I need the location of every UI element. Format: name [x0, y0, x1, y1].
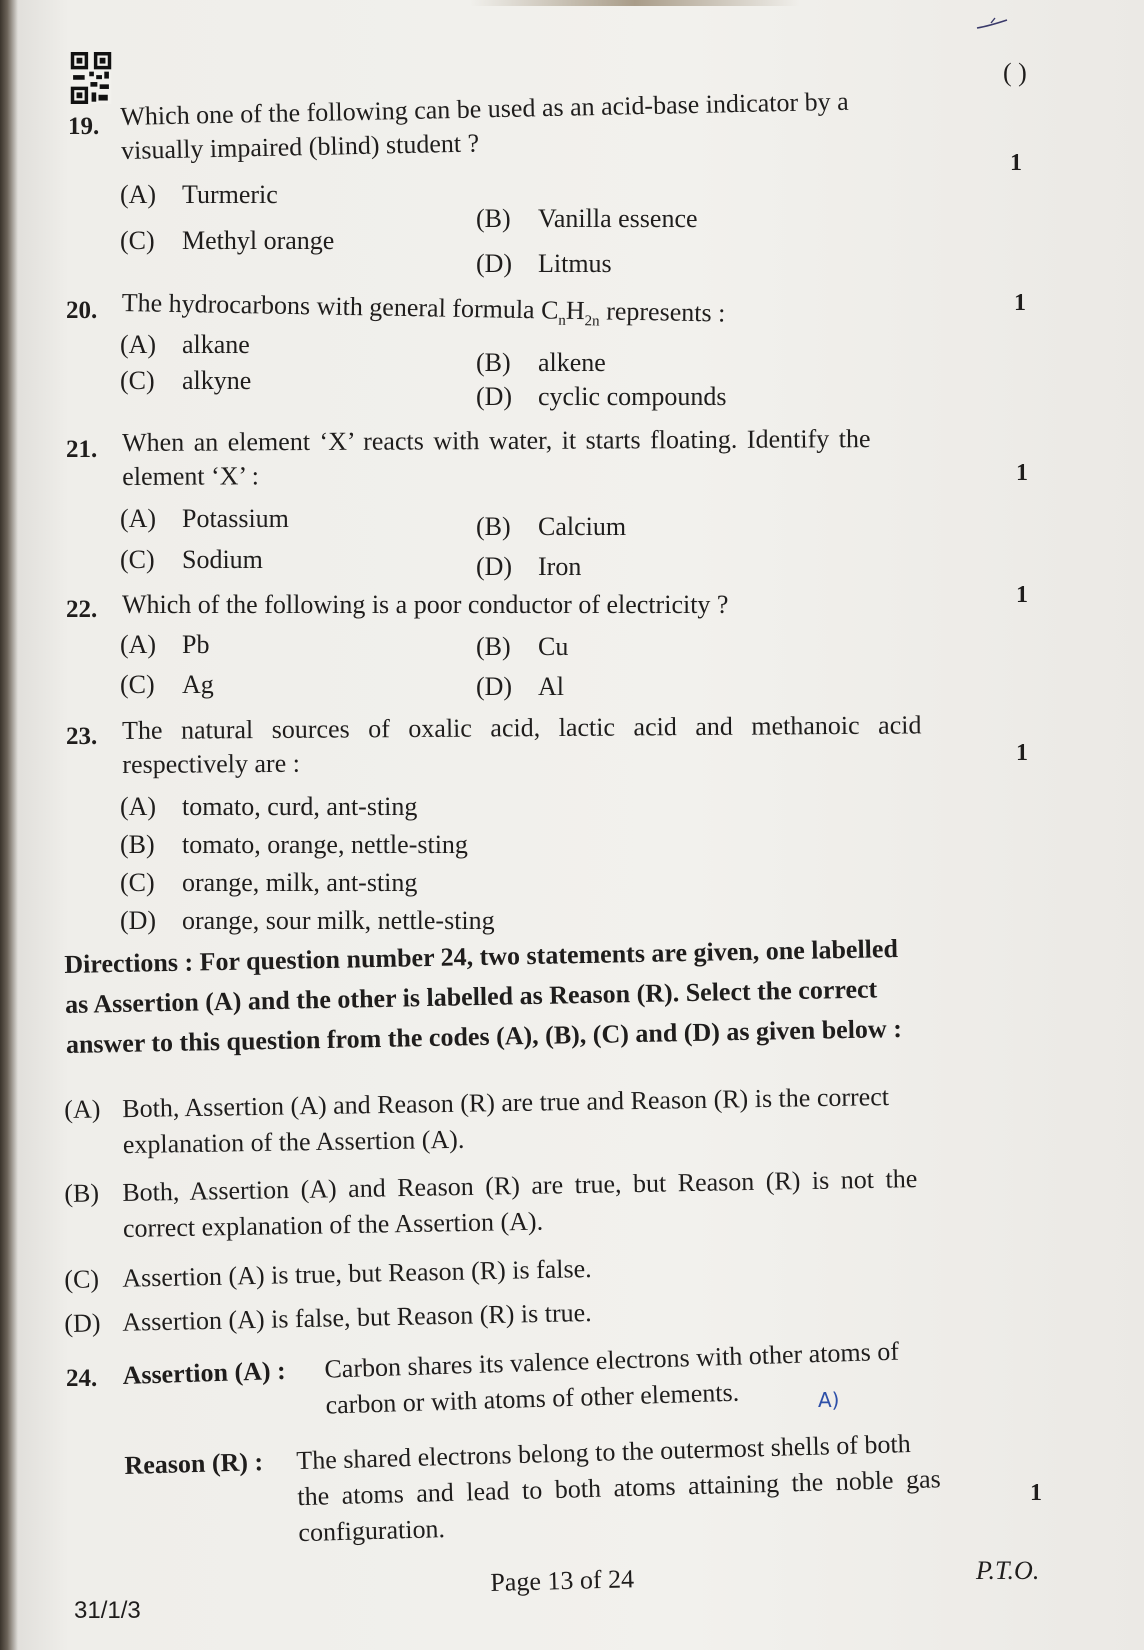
- option-b: [476, 204, 698, 234]
- question-text: The hydrocarbons with general formula C: [121, 287, 559, 325]
- reason-text: configuration.: [298, 1514, 446, 1548]
- option-label: (B): [120, 830, 155, 859]
- option-text: tomato, orange, nettle-sting: [182, 830, 468, 859]
- option-b: [120, 830, 468, 860]
- option-text: orange, sour milk, nettle-sting: [182, 906, 495, 935]
- directions-text: answer to this question from the codes (A), (B), (C) and (D) as given below :: [65, 1013, 903, 1059]
- paper-code: 31/1/3: [74, 1597, 141, 1624]
- option-text: Sodium: [182, 545, 263, 574]
- option-text: cyclic compounds: [538, 382, 727, 411]
- option-d: [476, 249, 612, 279]
- directions-text: Directions : For question number 24, two statements are given, one labelled: [64, 933, 899, 979]
- option-c: [120, 366, 251, 396]
- question-number: 21.: [66, 436, 98, 463]
- option-a: [120, 792, 417, 822]
- option-text: Vanilla essence: [538, 204, 698, 233]
- reason-label: Reason (R) :: [124, 1447, 264, 1480]
- option-label: (B): [476, 348, 511, 377]
- code-a: [64, 1078, 985, 1166]
- marks-value: 1: [1030, 1480, 1042, 1506]
- question-text: Which of the following is a poor conductor of electricity ?: [122, 590, 729, 619]
- code-label: (D): [64, 1308, 101, 1338]
- option-label: (B): [476, 632, 511, 661]
- option-label: (C): [120, 226, 155, 255]
- directions-block: [64, 927, 986, 1065]
- question-text: visually impaired (blind) student ?: [120, 128, 480, 165]
- option-b: [476, 348, 606, 378]
- question-text: represents :: [599, 296, 726, 328]
- question-number: 19.: [68, 113, 100, 140]
- question-text: H: [565, 295, 585, 326]
- option-text: Cu: [538, 632, 569, 661]
- option-text: Litmus: [538, 249, 612, 278]
- code-text: Assertion (A) is false, but Reason (R) is true.: [122, 1297, 592, 1337]
- option-d: [120, 906, 495, 936]
- marks-value: 1: [1014, 290, 1026, 316]
- assertion-text: carbon or with atoms of other elements.: [325, 1377, 740, 1420]
- qr-code-icon: [70, 52, 112, 104]
- marks-bracket: ( ): [1003, 58, 1027, 87]
- question-text: Which one of the following can be used as an acid-base indicator by a: [120, 86, 849, 131]
- code-text: explanation of the Assertion (A).: [122, 1124, 465, 1160]
- option-label: (B): [476, 512, 511, 541]
- option-label: (A): [120, 792, 157, 821]
- option-label: (A): [120, 504, 157, 533]
- option-text: Ag: [182, 670, 214, 699]
- page-number: Page 13 of 24: [490, 1564, 635, 1597]
- option-label: (C): [120, 545, 155, 574]
- code-text: Both, Assertion (A) and Reason (R) are true, but Reason (R) is not the: [122, 1164, 918, 1207]
- assertion-label: Assertion (A) :: [122, 1355, 287, 1390]
- option-b: [476, 632, 568, 662]
- option-label: (C): [120, 366, 155, 395]
- question-text: respectively are :: [122, 748, 301, 779]
- question-text: element ‘X’ :: [122, 461, 260, 491]
- option-a: [120, 630, 209, 660]
- question-text: When an element ‘X’ reacts with water, it starts floating. Identify the: [122, 424, 871, 457]
- option-d: [476, 672, 564, 702]
- option-label: (C): [120, 868, 155, 897]
- option-text: Turmeric: [182, 180, 278, 209]
- option-c: [120, 545, 263, 575]
- code-label: (B): [64, 1178, 100, 1208]
- option-a: [120, 330, 250, 360]
- option-label: (A): [120, 330, 157, 359]
- code-text: Both, Assertion (A) and Reason (R) are true and Reason (R) is the correct: [122, 1082, 890, 1124]
- page-edge-shadow: [0, 0, 18, 1650]
- option-text: alkane: [182, 330, 250, 359]
- option-text: Potassium: [182, 504, 289, 533]
- code-text: correct explanation of the Assertion (A).: [122, 1206, 544, 1243]
- question-23: [122, 708, 962, 782]
- pto-text: P.T.O.: [976, 1556, 1040, 1585]
- reason: [124, 1424, 987, 1560]
- formula-subscript: 2n: [584, 313, 600, 330]
- reason-text: the atoms and lead to both atoms attaining the noble gas: [297, 1464, 942, 1512]
- handwritten-answer: A): [818, 1388, 840, 1412]
- question-number: 23.: [66, 723, 98, 750]
- code-label: (C): [64, 1264, 100, 1294]
- option-label: (D): [476, 249, 513, 278]
- option-label: (D): [120, 906, 157, 935]
- option-text: Methyl orange: [182, 226, 335, 255]
- option-label: (A): [120, 630, 157, 659]
- code-label: (A): [64, 1094, 101, 1124]
- option-text: Calcium: [538, 512, 627, 541]
- formula-subscript: n: [558, 312, 566, 329]
- option-d: [476, 552, 581, 582]
- option-label: (C): [120, 670, 155, 699]
- code-text: Assertion (A) is true, but Reason (R) is false.: [122, 1253, 592, 1293]
- option-b: [476, 512, 626, 542]
- marks-value: 1: [1010, 150, 1022, 176]
- assertion-text: Carbon shares its valence electrons with other atoms of: [323, 1336, 900, 1384]
- option-label: (D): [476, 382, 513, 411]
- marks-value: 1: [1016, 582, 1028, 608]
- option-a: [120, 504, 289, 534]
- marks-value: 1: [1016, 460, 1028, 486]
- option-c: [120, 868, 417, 898]
- option-text: Pb: [182, 630, 210, 659]
- option-c: [120, 670, 214, 700]
- question-22: [122, 588, 728, 622]
- option-text: tomato, curd, ant-sting: [182, 792, 418, 821]
- question-number: 22.: [66, 596, 98, 623]
- option-text: Iron: [538, 552, 582, 581]
- option-label: (A): [120, 180, 157, 209]
- option-a: [120, 180, 278, 210]
- question-21: [122, 422, 962, 494]
- question-number: 24.: [66, 1365, 98, 1392]
- tick-mark-icon: [975, 14, 1009, 32]
- question-number: 20.: [66, 297, 98, 324]
- option-label: (D): [476, 552, 513, 581]
- option-label: (D): [476, 672, 513, 701]
- marks-value: 1: [1016, 740, 1028, 766]
- question-text: The natural sources of oxalic acid, lactic acid and methanoic acid: [122, 710, 922, 745]
- reason-text: The shared electrons belong to the outermost shells of both: [296, 1429, 912, 1476]
- top-edge-mark: [470, 0, 800, 6]
- directions-text: as Assertion (A) and the other is labelled as Reason (R). Select the correct: [64, 974, 878, 1019]
- option-text: orange, milk, ant-sting: [182, 868, 418, 897]
- option-c: [120, 226, 334, 256]
- option-d: [476, 382, 726, 412]
- option-text: alkene: [538, 348, 606, 377]
- option-label: (B): [476, 204, 511, 233]
- option-text: alkyne: [182, 366, 252, 395]
- option-text: Al: [538, 672, 564, 701]
